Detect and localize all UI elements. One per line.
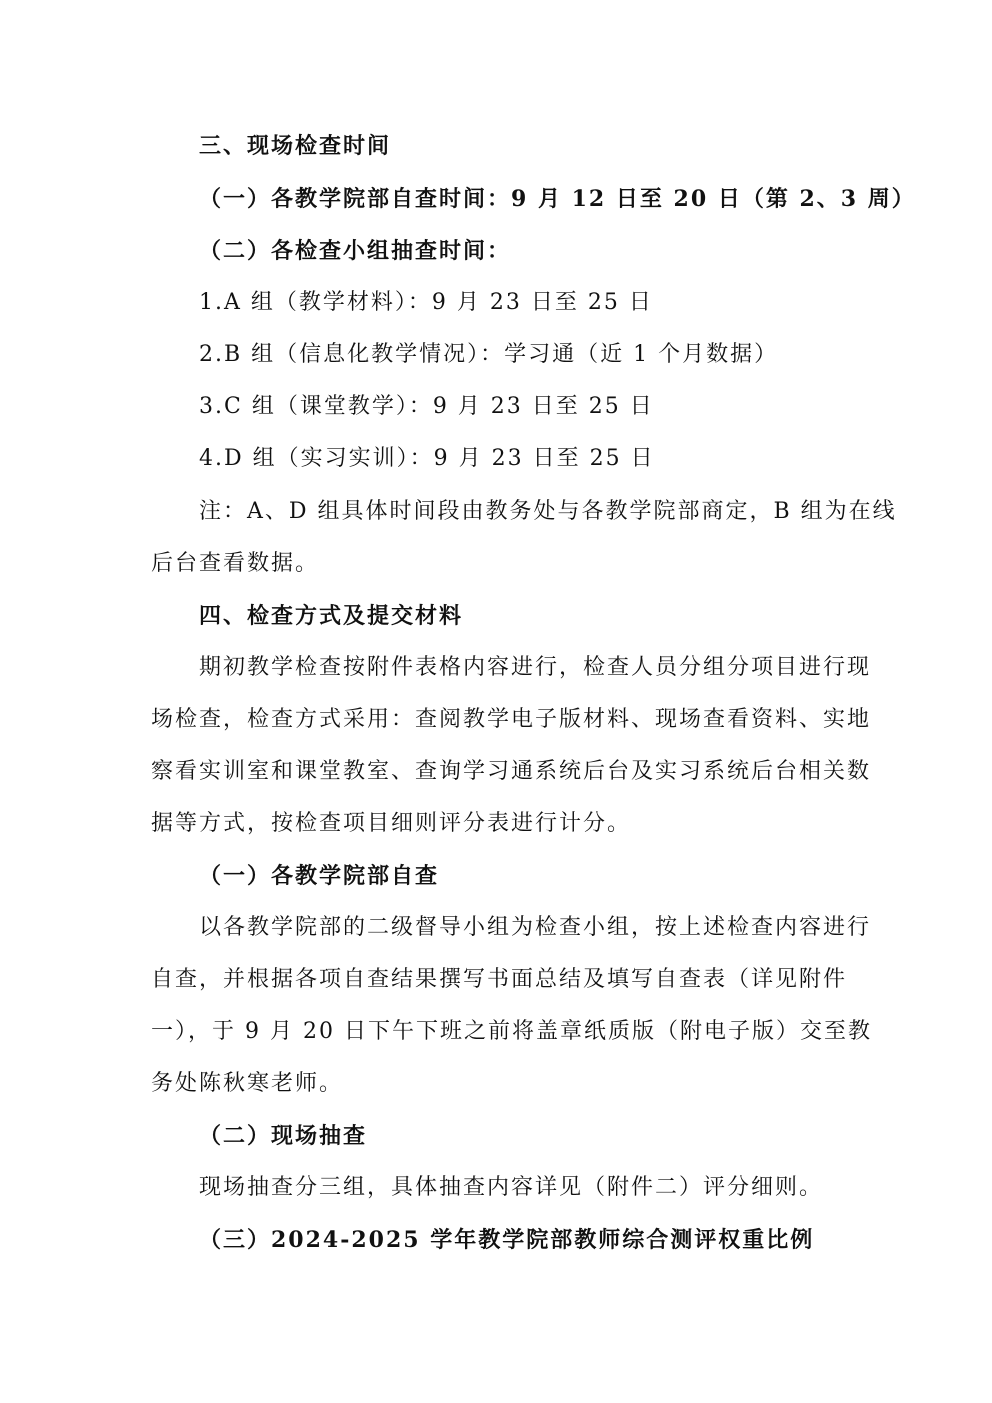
group-c-schedule: 3.C 组（课堂教学）：9 月 23 日至 25 日 <box>199 394 654 419</box>
paragraph-line: 察看实训室和课堂教室、查询学习通系统后台及实习系统后台相关数 <box>151 759 872 784</box>
group-a-schedule: 1.A 组（教学材料）：9 月 23 日至 25 日 <box>199 290 653 315</box>
subsection-heading-self-check: （一）各教学院部自查 <box>199 863 440 889</box>
note-line: 注：A、D 组具体时间段由教务处与各教学院部商定，B 组为在线 <box>199 499 897 524</box>
paragraph-line: 以各教学院部的二级督导小组为检查小组，按上述检查内容进行 <box>199 915 872 940</box>
paragraph-line: 自查，并根据各项自查结果撰写书面总结及填写自查表（详见附件 <box>151 967 848 992</box>
self-check-time: （一）各教学院部自查时间：9 月 12 日至 20 日（第 2、3 周） <box>199 186 916 212</box>
group-d-schedule: 4.D 组（实习实训）：9 月 23 日至 25 日 <box>199 446 655 471</box>
paragraph-line: 期初教学检查按附件表格内容进行，检查人员分组分项目进行现 <box>199 655 872 680</box>
paragraph-line: 务处陈秋寒老师。 <box>151 1071 344 1096</box>
subsection-heading-spot-check: （二）现场抽查 <box>199 1123 368 1149</box>
note-line: 后台查看数据。 <box>151 551 320 576</box>
paragraph-line: 现场抽查分三组，具体抽查内容详见（附件二）评分细则。 <box>199 1175 824 1200</box>
section-heading-3: 三、现场检查时间 <box>199 133 392 159</box>
paragraph-line: 据等方式，按检查项目细则评分表进行计分。 <box>151 811 632 836</box>
group-b-schedule: 2.B 组（信息化教学情况）：学习通（近 1 个月数据） <box>199 342 779 367</box>
section-heading-4: 四、检查方式及提交材料 <box>199 603 464 629</box>
spot-check-time-heading: （二）各检查小组抽查时间： <box>199 238 512 264</box>
paragraph-line: 场检查，检查方式采用：查阅教学电子版材料、现场查看资料、实地 <box>151 707 872 732</box>
subsection-heading-weighting: （三）2024-2025 学年教学院部教师综合测评权重比例 <box>199 1227 815 1253</box>
paragraph-line: 一），于 9 月 20 日下午下班之前将盖章纸质版（附电子版）交至教 <box>151 1019 872 1044</box>
